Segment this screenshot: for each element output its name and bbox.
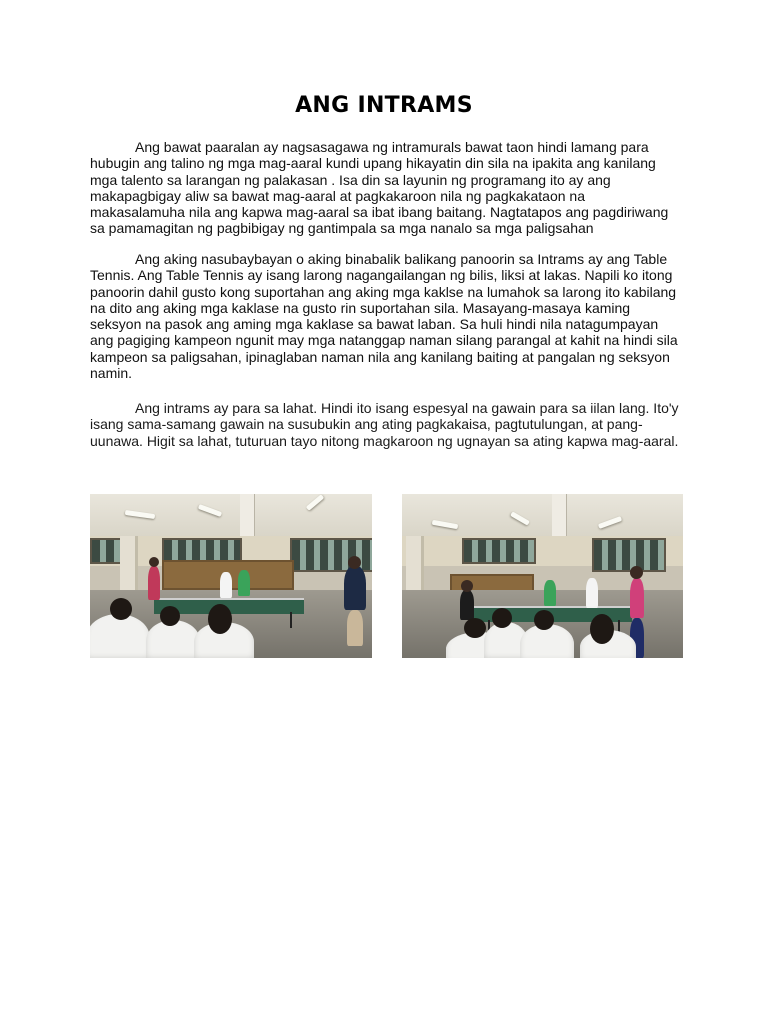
player (630, 578, 644, 618)
audience-head (208, 604, 232, 634)
player-head (461, 580, 473, 592)
player (148, 566, 160, 600)
spectator (220, 572, 232, 598)
audience-head (110, 598, 132, 620)
paragraph-table-tennis: Ang aking nasubaybayan o aking binabalik balikang panoorin sa Intrams ay ang Table Tennis. Ang Table Tennis ay isang larong nagangailangan ng bilis, liksi at lakas. Napili ko itong panoorin dahil gusto kong suportahan ang aking mga kaklse na lumahok sa larong ito kabilang na dito ang aking mga kaklase na gusto rin suportahan sila. Masayang-masaya kaming seksyon na pasok ang aming mga kaklase sa bawat laban. Sa huli hindi nila natagumpayan ang pagiging kampeon ngunit may mga natanggap naman silang parangal at kahit na hindi sila kampeon sa paligsahan, ipinaglaban naman nila ang kanilang baiting at pangalan ng seksyon namin. (90, 251, 678, 382)
spectator (544, 580, 556, 606)
player (344, 566, 366, 610)
pillar (120, 536, 138, 596)
spectator (238, 570, 250, 596)
window (592, 538, 666, 572)
page-title: ANG INTRAMS (295, 93, 473, 118)
window (462, 538, 536, 564)
audience-head (492, 608, 512, 628)
paragraph-intro: Ang bawat paaralan ay nagsasagawa ng intramurals bawat taon hindi lamang para hubugin ang talino ng mga mag-aaral kundi upang hikayatin din sila na ipakita ang kanilang mga talento sa larangan ng palakasan . Isa din sa layunin ng programang ito ay ang makapagbigay aliw sa bawat mag-aaral at pagkakaroon nila ng pagkakataon na makasalamuha nila ang kapwa mag-aaral sa ibat ibang baitang. Nagtatapos ang pagdiriwang sa pamamagitan ng pagbibigay ng gantimpala sa mga nanalo sa mga paligsahan (90, 139, 669, 237)
player (460, 590, 474, 620)
player-head (630, 566, 643, 579)
ceiling (402, 494, 683, 536)
photo-table-tennis-match-right (402, 494, 683, 658)
paragraph-conclusion: Ang intrams ay para sa lahat. Hindi ito isang espesyal na gawain para sa iilan lang. Ito'y isang sama-samang gawain na susubukin ang ating pagkakaisa, pagtutulungan, at pang-uunawa. Higit sa lahat, tuturuan tayo nitong magkaroon ng ugnayan sa ating kapwa mag-aaral. (90, 400, 679, 449)
spectator (586, 578, 598, 608)
audience-member (90, 614, 150, 658)
audience-head (464, 618, 486, 638)
window (90, 538, 124, 564)
audience-head (590, 614, 614, 644)
photo-table-tennis-match-left (90, 494, 372, 658)
player-legs (347, 610, 363, 646)
ceiling-beam (240, 494, 254, 540)
player-head (149, 557, 159, 567)
audience-head (534, 610, 554, 630)
player-head (348, 556, 361, 569)
audience-member (146, 620, 200, 658)
ceiling-beam (552, 494, 566, 540)
audience-head (160, 606, 180, 626)
